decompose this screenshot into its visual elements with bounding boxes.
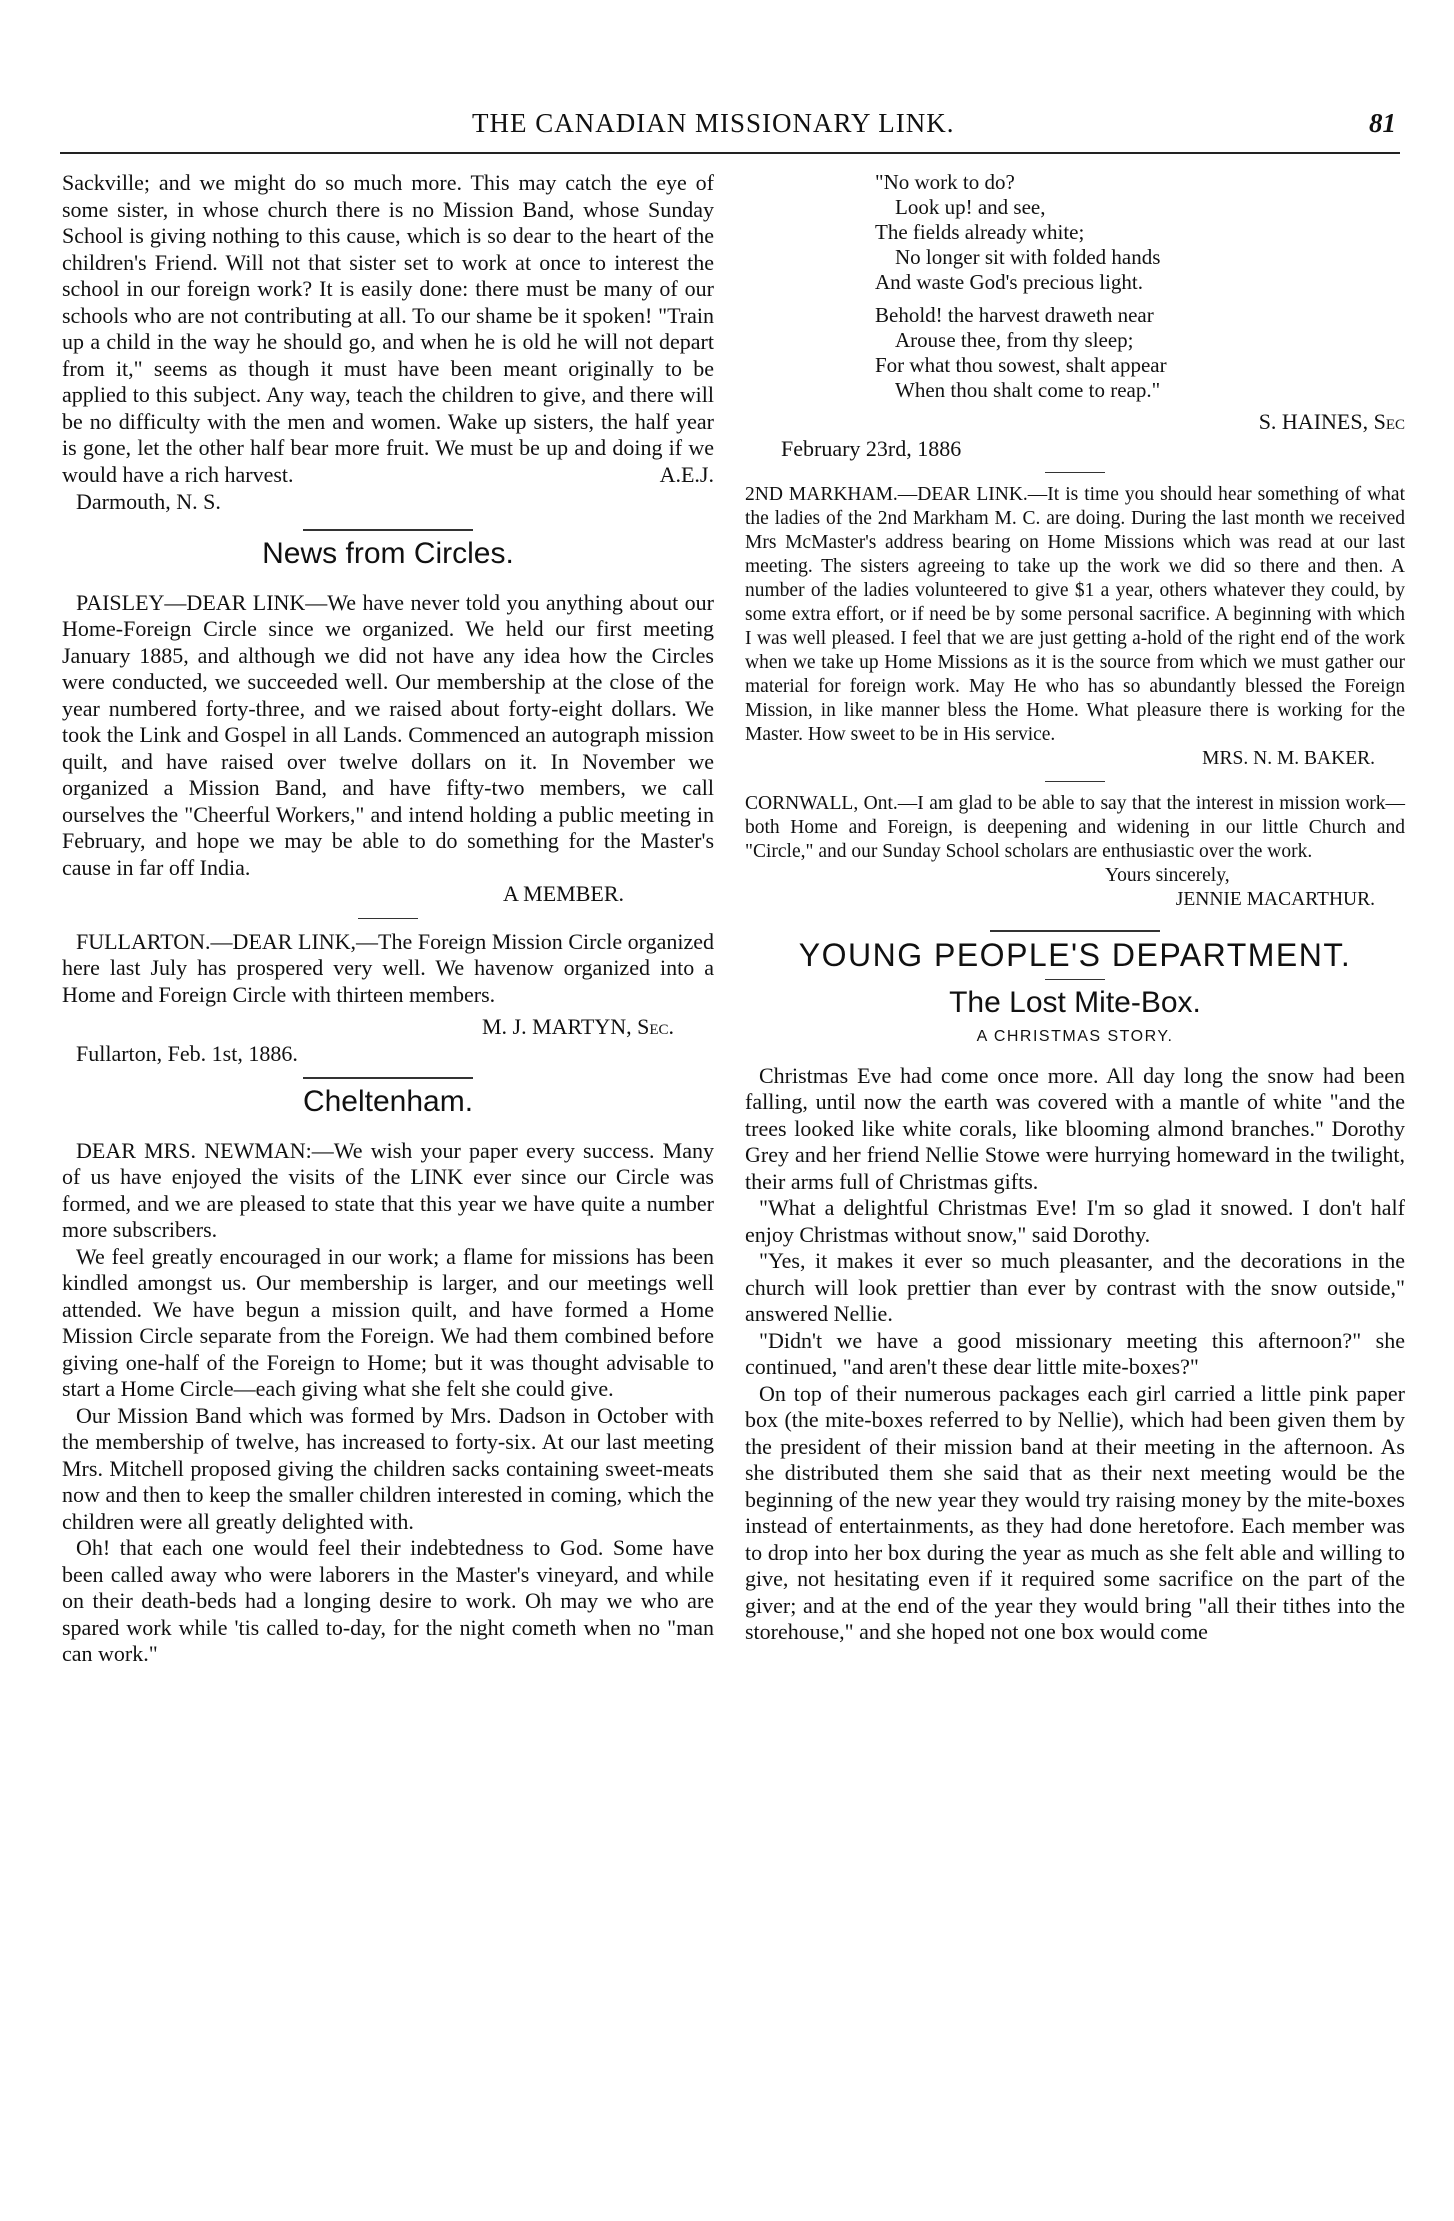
markham-letter: 2ND MARKHAM.—DEAR LINK.—It is time you should hear something of what the ladies of the 2nd Markham M. C. are doing. During the last month we received Mrs McMaster's address bearing on Home Missions which was read at our last meeting. The sisters agreeing to take up the work we did so there and then. A number of the ladies volunteered to give $1 a year, others whatever they could, by some extra effort, or if need be by some personal sacrifice. A beginning with which I was well pleased. I feel that we are just getting a-hold of the right end of the work when we take up Home Missions as it is the source from which we must gather our material for foreign work. May He who has so abundantly blessed the Foreign Mission, in like manner bless the Home. What pleasure there is working for the Master. How sweet to be in His service. [745,484,1405,745]
department-heading: YOUNG PEOPLE'S DEPARTMENT. [798,937,1352,973]
intro-paragraph: Sackville; and we might do so much more. This may catch the eye of some sister, in whose church there is no Mission Band, whose Sunday School is giving nothing to this cause, which is so dear to the heart of the children's Friend. Will not that sister set to work at once to interest the school in our foreign work? It is easily done: there must be many of our schools who are not contributing at all. To our shame be it spoken! "Train up a child in the way he should go, and when he is old he will not depart from it," seems as though it must have been meant originally to be applied to this subject. Any way, teach the children to give, and there will be no difficulty with the men and women. Wake up sisters, the half year is gone, let the other half bear more fruit. We must be up and doing if we would have a rich harvest. [62,170,714,487]
haines-date: February 23rd, 1886 [781,435,962,461]
markham-signature: MRS. N. M. BAKER. [1202,748,1375,769]
cheltenham-paragraph: Our Mission Band which was formed by Mrs. Dadson in October with the membership of twelve, has increased to forty-six. At our last meeting Mrs. Mitchell proposed giving the children sacks containing sweet-meats now and then to keep the smaller children interested in coming, which the children were all greatly delighted with. [62,1402,714,1534]
section-divider [990,930,1160,932]
paisley-signature: A MEMBER. [502,881,624,906]
poem-line: Look up! and see, [895,195,1046,219]
poem-line: Arouse thee, from thy sleep; [895,328,1134,352]
story-title: The Lost Mite-Box. [949,985,1201,1019]
fullarton-date: Fullarton, Feb. 1st, 1886. [76,1040,298,1066]
poem [875,170,1405,403]
left-column [62,170,714,1668]
short-divider [1045,781,1105,782]
paisley-letter: PAISLEY—DEAR LINK—We have never told you anything about our Home-Foreign Circle since we organized. We held our first meeting January 1885, and although we did not have any idea how the Circles were conducted, we succeeded well. Our membership at the close of the year numbered forty-three, and we raised about forty-eight dollars. We took the Link and Gospel in all Lands. Commenced an autograph mission quilt, and have raised over twelve dollars on it. In November we organized a Mission Band, and have fifty-two members, we call ourselves the "Cheerful Workers," and intend holding a public meeting in February, and hope we may be able to do something for the Master's cause in far off India. [62,589,714,880]
cheltenham-paragraph: Oh! that each one would feel their indebtedness to God. Some have been called away who were laborers in the Master's vineyard, and while on their death-beds had a longing desire to work. Oh may we who are spared work while 'tis called to-day, for the night cometh when no "man can work." [62,1535,714,1666]
story-subtitle: A CHRISTMAS STORY. [976,1028,1174,1045]
poem-line: "No work to do? [875,170,1015,194]
story-paragraph: Christmas Eve had come once more. All day long the snow had been falling, until now the earth was covered with a mantle of white "and the trees looked like white corals, like blooming almond branches." Dorothy Grey and her friend Nellie Stowe were hurrying homeward in the twilight, their arms full of Christmas gifts. [745,1062,1405,1194]
intro-signature: A.E.J. [659,462,714,487]
short-divider [358,918,418,919]
right-column [745,170,1405,1646]
page-number: 81 [1369,108,1396,138]
poem-line: No longer sit with folded hands [895,245,1161,269]
story-paragraph: "Yes, it makes it ever so much pleasanter, and the decorations in the church will look prettier than ever by contrast with the snow outside," answered Nellie. [745,1248,1405,1326]
section-divider [303,1077,473,1079]
cornwall-signature: JENNIE MACARTHUR. [1175,889,1375,910]
poem-line: When thou shalt come to reap." [895,378,1161,402]
header-rule [60,152,1400,154]
poem-line: Behold! the harvest draweth near [875,303,1154,327]
cornwall-closing: Yours sincerely, [1105,865,1230,886]
cheltenham-heading: Cheltenham. [302,1085,474,1118]
story-paragraph: On top of their numerous packages each girl carried a little pink paper box (the mite-boxes referred to by Nellie), which had been given them by the president of their mission band at their meeting in the afternoon. As she distributed them she said that as their next meeting would be the beginning of the new year they would try raising money by the mite-boxes instead of entertainments, as they had done heretofore. Each member was to drop into her box during the year as much as she felt able and willing to give, not hesitating even if it required some sacrifice on the part of the giver; and at the end of the year they would bring "all their tithes into the storehouse," and she hoped not one box would come [745,1380,1405,1644]
poem-line: The fields already white; [875,220,1085,244]
news-heading: News from Circles. [262,537,514,570]
story-paragraph: "What a delightful Christmas Eve! I'm so glad it snowed. I don't half enjoy Christmas without snow," said Dorothy. [745,1195,1405,1247]
fullarton-signature: M. J. MARTYN, Sec. [481,1014,674,1039]
fullarton-letter: FULLARTON.—DEAR LINK,—The Foreign Mission Circle organized here last July has prospered very well. We havenow organized into a Home and Foreign Circle with thirteen members. [62,928,714,1007]
story-paragraph: "Didn't we have a good missionary meeting this afternoon?" she continued, "and aren't these dear little mite-boxes?" [745,1327,1405,1379]
cheltenham-paragraph: DEAR MRS. NEWMAN:—We wish your paper every success. Many of us have enjoyed the visits of the LINK ever since our Circle was formed, and we are pleased to state that this year we have quite a number more subscribers. [62,1137,714,1242]
page-header [60,108,1400,148]
short-divider [1045,472,1105,473]
intro-place: Darmouth, N. S. [76,488,221,514]
cornwall-letter: CORNWALL, Ont.—I am glad to be able to say that the interest in mission work—both Home and Foreign, is deepening and widening in our little Church and "Circle," and our Sunday School scholars are enthusiastic over the work. [745,793,1405,862]
haines-signature: S. HAINES, Sec [1258,409,1405,434]
running-title: THE CANADIAN MISSIONARY LINK. [472,108,955,138]
poem-line: And waste God's precious light. [875,270,1143,294]
section-divider [303,529,473,531]
short-divider [1045,979,1105,980]
cheltenham-paragraph: We feel greatly encouraged in our work; a flame for missions has been kindled amongst us. Our membership is larger, and our meetings well attended. We have begun a mission quilt, and have formed a Home Mission Circle separate from the Foreign. We had them combined before giving one-half of the Foreign to Home; but it was thought advisable to start a Home Circle—each giving what she felt she could give. [62,1243,714,1401]
poem-line: For what thou sowest, shalt appear [875,353,1167,377]
